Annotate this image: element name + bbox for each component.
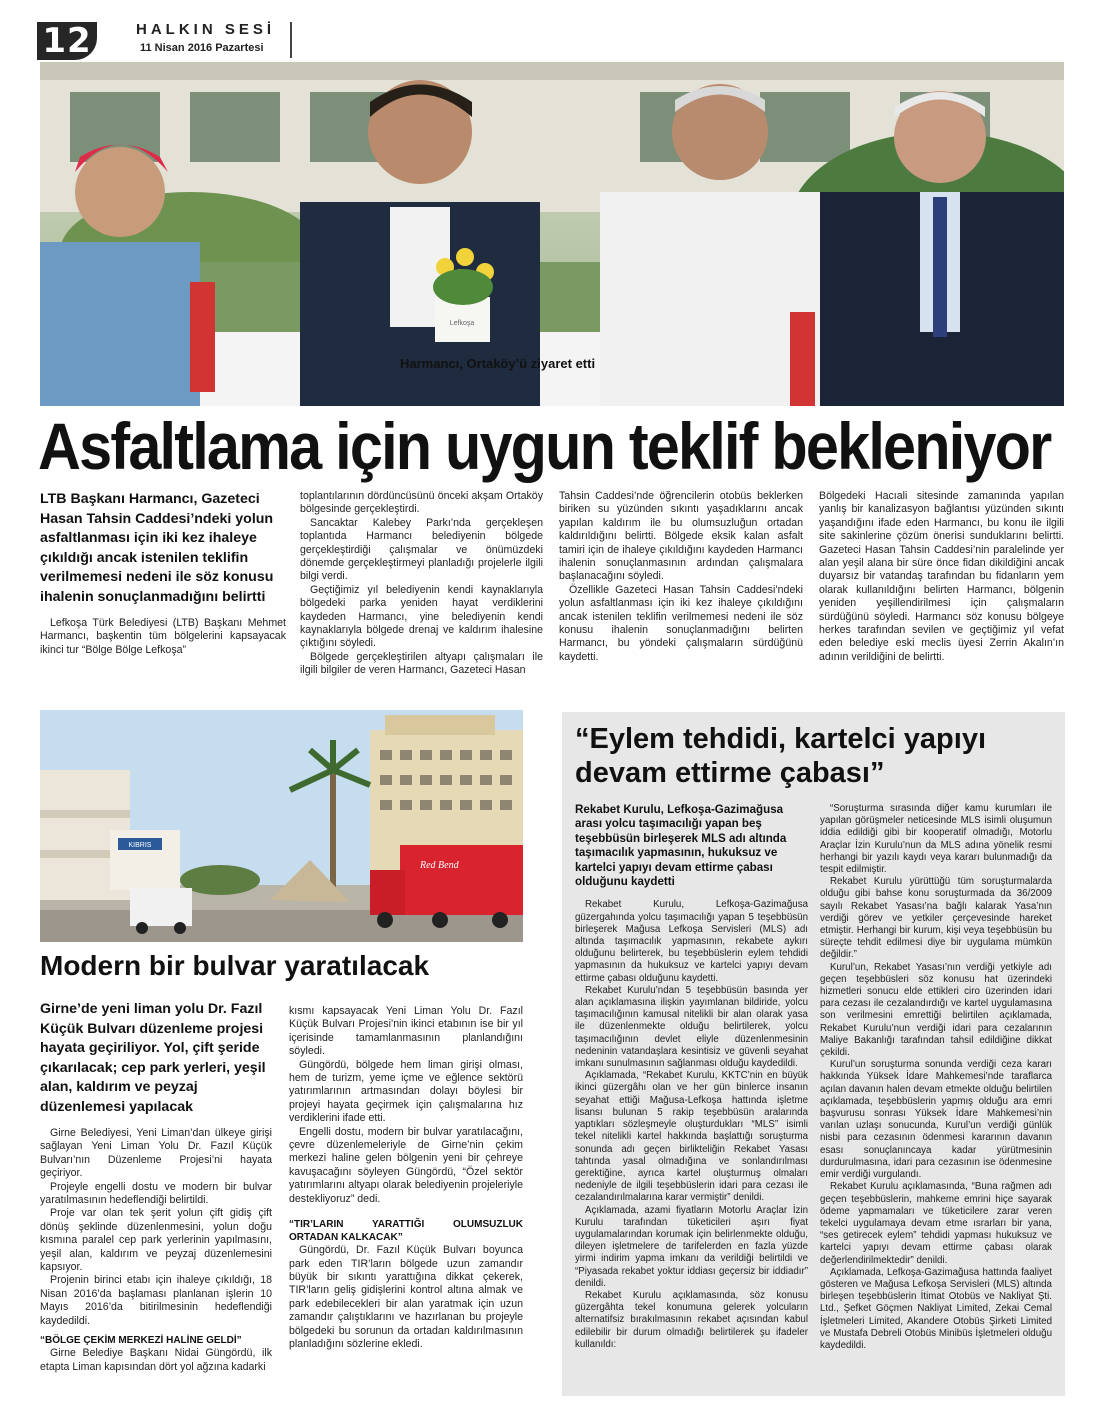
- eylem-col-1: [575, 803, 808, 1351]
- top-story-lead: LTB Başkanı Harmancı, Gazeteci Hasan Tahsin Caddesi’ndeki yolun asfaltlanması için iki kez ihaleye çıkıldığı ancak istenilen teklifin verilmemesi nedeni ile söz konusu ihalenin sonuçlanmadığını belirtti: [40, 491, 274, 605]
- bulvar-subhead-1: “BÖLGE ÇEKİM MERKEZİ HALİNE GELDİ”: [40, 1335, 242, 1347]
- top-story-col-1-text: [40, 617, 286, 657]
- paragraph: Kurul’un, Rekabet Yasası’nın verdiği yetkiyle adı geçen teşebbüsleri söz konusu hat üzerindeki hizmetleri sonucu elde ettikleri ciro üzerinden idari para cezası ile cezalandırdığı ve kartel uygulamasına son verilmesini emrettiği belirtilen açıklamada, Rekabet Kurulu’nun verdiği idari para cezalarının Maliye Bakanlığı tarafından tahsil edildiğine dikkat çekildi.: [820, 961, 1052, 1059]
- top-story-col-4: [819, 490, 1064, 664]
- paragraph: Bölgede gerçekleştirilen altyapı çalışmaları ile ilgili bilgiler de veren Harmancı, Gazeteci Hasan: [300, 650, 543, 677]
- kibris-sign-text: KIBRIS: [128, 842, 152, 849]
- page-number: 12: [37, 22, 97, 60]
- paragraph: Rekabet Kurulu açıklamasında, söz konusu güzergâhta tekel konumuna gelerek yolcuların alternatifsiz bırakılmasının rekabet açısından kabul edilebilir bir durum olmadığı belirtilerek şu ifadeler kullanıldı:: [575, 1289, 808, 1350]
- paragraph: Lefkoşa Türk Belediyesi (LTB) Başkanı Mehmet Harmancı, başkentin tüm bölgelerini kapsayacak ikinci tur “Bölge Bölge Lefkoşa”: [40, 617, 286, 656]
- paragraph: Rekabet Kurulu’ndan 5 teşebbüsün basında yer alan açıklamasına ilişkin yayımlanan bildiride, yolcu taşımacılığının kamusal nitelikli bir alan olarak yasa ile düzenlenmekte olduğu belirtilerek, yolcu taşımacılığının devlet eliyle düzenlenmesinin nedeninin vatandaşlara kesintisiz ve güvenli seyahat imkanı sunulmasının sağlanması olduğu kaydedildi.: [575, 984, 808, 1070]
- bulvar-subhead-2: “TIR’LARIN YARATTIĞI OLUMSUZLUK ORTADAN KALKACAK”: [289, 1219, 523, 1244]
- paragraph: Açıklamada, “Rekabet Kurulu, KKTC’nin en büyük ikinci güzergâhı olan ve her gün binlerce insanın seyahat ettiği Mağusa-Lefkoşa hattında işletme lisansı bulunan 5 rakip teşebbüsün aralarında yaptıkları sözleşmeyle oluşturdukları “MLS” isimli tekel nitelikli kartel hakkında başlattığı soruşturma sonunda adı geçen birlikteliğin Rekabet Yasası tahtında yasal olmadığına ve sonlandırılması gerektiğine, ayrıca kartel oluşturmuş olmaları nedeniyle de ilgili teşebbüslerin idari para cezası ile cezalandırılmalarına karar vermiştir” denildi.: [575, 1070, 808, 1204]
- top-photo-caption: Harmancı, Ortaköy’ü ziyaret etti: [400, 356, 596, 371]
- eylem-lead: Rekabet Kurulu, Lefkoşa-Gazimağusa arası yolcu taşımacılığı yapan beş teşebbüsün birleşerek MLS adı altında taşımacılık yapmasının, hukuksuz ve kartelci yapıyı devam ettirme çabası olduğunu kaydetti: [575, 803, 787, 889]
- paragraph: Bölgedeki Hacıali sitesinde zamanında yapılan yanlış bir kanalizasyon bağlantısı yüzünden sıkıntı yaşandığını ifade eden Harmancı, bu konu ile ilgili site sakinlerine çözüm önerisi sunduklarını belirtti. Gazeteci Hasan Tahsin Caddesi’nin paralelinde yer alan yeşil alana bir süre önce fidan dikildiğini ancak duyarsız bir vatandaş tarafından bu fidanların yem olarak kullanıldığını belirten Harmancı, bölgenin yeniden yeşillendirilmesi için çalışmaların sürdüğünü söyledi. Harmancı söz konusu bölgeye herkes tarafından sevilen ve geçtiğimiz yıl vefat eden belediye eski meclis üyesi Zerrin Akalın’ın adının verildiğini de belirtti.: [819, 490, 1064, 663]
- top-story-col-1: [40, 490, 286, 657]
- paragraph: Güngördü, Dr. Fazıl Küçük Bulvarı boyunca park eden TIR’ların bölgede uzun zamandır büyük bir sıkıntı yarattığına dikkat çekerek, TIR’ların geliş gidişlerini kontrol altına almak ve park edebilecekleri bir alan yaratmak için uzun zamandır çalıştıklarını ve hazırlanan bu projeyle bölgedeki bu sorunun da ortadan kaldırılmasının planladığını sözlerine ekledi.: [289, 1244, 523, 1350]
- meeting-photo-illustration: [40, 62, 1064, 406]
- paragraph: “Soruşturma sırasında diğer kamu kurumları ile yapılan görüşmeler neticesinde MLS isimli oluşumun iddia edildiği gibi bir kooperatif olmadığı, Motorlu Araçlar İzin Kurulu’nun da MLS adına yönelik resmi herhangi bir yazılı kaydı veya kararı bulunmadığı da tespit edilmiştir.: [820, 803, 1052, 876]
- top-story-col-3: [559, 490, 803, 664]
- issue-date: 11 Nisan 2016 Pazartesi: [140, 42, 264, 54]
- bulvar-col-1: [40, 1000, 272, 1374]
- paragraph: Geçtiğimiz yıl belediyenin kendi kaynaklarıyla bölgedeki parka yeniden hayat verdiklerini kaydeden Harmancı, yine belediyenin kendi kaynaklarıyla bölgede drenaj ve kaldırım ihalesine çıktığını söyledi.: [300, 583, 543, 650]
- truck-logo-text: Red Bend: [420, 860, 459, 871]
- eylem-col-1-text: [575, 899, 808, 1351]
- paragraph: Sancaktar Kalebey Parkı’nda gerçekleşen toplantıda Harmancı belediyenin bölgede gerçekleştirdiği çalışmalar ve önümüzdeki dönemde gerçekleştirmeyi planladığı projelerle ilgili bilgi verdi.: [300, 516, 543, 583]
- pot-sign-text: Lefkoşa: [449, 320, 475, 327]
- bulvar-lead: Girne’de yeni liman yolu Dr. Fazıl Küçük Bulvarı düzenleme projesi hayata geçiriliyor. Yol, çift şeride çıkarılacak; cep park yerleri, yeşil alan, kaldırım ve peyzaj düzenlemesi yapılacak: [40, 1001, 266, 1115]
- paragraph: Tahsin Caddesi’nde öğrencilerin otobüs beklerken biriken su yüzünden sıkıntı yaşadıklarını ancak yapılan kaldırım ile bu olumsuzluğun ortadan kaldırıldığını belirtti. Bölgede eksik kalan asfalt tamiri için de ihaleye çıkıldığını kaydeden Harmancı ihalenin sonuçlanmasının ardından çalışmalara başlanacağını söyledi.: [559, 490, 803, 583]
- bulvar-col-1-text: [40, 1127, 272, 1374]
- paragraph: toplantılarının dördüncüsünü önceki akşam Ortaköy bölgesinde gerçekleştirdi.: [300, 490, 543, 516]
- paragraph: Rekabet Kurulu açıklamasında, “Buna rağmen adı geçen teşebbüslerin, mahkeme emrini hiçe sayarak ödeme yapmamaları ve tüketicilere zarar veren tekelci uygulamaya devam etme ısrarları bir yana, “ses getirecek eylem” tehdidi yapması hukuksuz ve kartelci yapıyı devam ettirme çabası olarak değerlendirilmektedir” denildi.: [820, 1181, 1052, 1266]
- paragraph: Rekabet Kurulu, Lefkoşa-Gazimağusa güzergahında yolcu taşımacılığı yapan 5 teşebbüsün birleşerek Mağusa Lefkoşa Servisleri (MLS) adı altında taşımacılık yapmasının, rekabete aykırı olduğunu belirterek, bu teşebbüslerin eylem tehdidi yapmasının da hukuksuz ve kartelci yapıyı devam ettirme çabası olduğunu kaydetti.: [575, 899, 808, 984]
- paragraph: Engelli dostu, modern bir bulvar yaratılacağını, çevre düzenlemeleriyle de Girne’nin çekim merkezi haline gelen bölgenin yeni bir çehreye kavuşacağını söyleyen Güngördü, “Özel sektör yatırımlarını altyapı olarak belediyenin projeleriyle destekliyoruz” dedi.: [289, 1125, 523, 1205]
- paragraph: Girne Belediye Başkanı Nidai Güngördü, ilk etapta Liman kapısından dört yol ağzına kadarki: [40, 1347, 272, 1373]
- paragraph: Rekabet Kurulu yürüttüğü tüm soruşturmalarda olduğu gibi bahse konu soruşturmada da 36/2009 sayılı Rekabet Yasası’na bağlı kalarak Yasa’nın verdiği görev ve yetkiler çerçevesinde hareket etmiştir. Herhangi bir kurum, kişi veya teşebbüsün bu süreçte tehdit edilmesi diye bir uygulama mümkün değildir.”: [820, 876, 1052, 961]
- top-story-col-2: [300, 490, 543, 678]
- paragraph: Girne Belediyesi, Yeni Liman’dan ülkeye girişi sağlayan Yeni Liman Yolu Dr. Fazıl Küçük Bulvarı’nın Düzenleme Projesi’ni hayata geçiriyor.: [40, 1127, 272, 1180]
- paragraph: Projeyle engelli dostu ve modern bir bulvar yaratılmasının hedeflendiği belirtildi.: [40, 1180, 272, 1207]
- paragraph: Açıklamada, azami fiyatların Motorlu Araçlar İzin Kurulu tarafından tüketicileri aşırı fiyat uygulamalarından korumak için belirlenmekte olduğu, dileyen işletmelere de tarifelerden en fazla yüzde yirmi indirim yapma imkanı da verildiği belirtildi ve “Piyasada rekabet yoktur iddiası geçersiz bir iddiadır” denildi.: [575, 1204, 808, 1289]
- paragraph: Kurul’un soruşturma sonunda verdiği ceza kararı hakkında Yüksek İdare Mahkemesi’nde taraflarca açılan davanın halen devam etmekte olduğu belirtilen açıklamada, teşebbüslerin yapmış olduğu ara emri başvurusu sonrası Yüksek İdare Mahkemesi’nin varılan uzlaşı sonucunda, Kurul’un verdiği günlük nisbi para cezasının ödenmesi kararının davanın esası sonuçlanıncaya kadar yürütmesinin durdurulmasına, idari para cezasının ise ödenmesine emir verdiği vurgulandı.: [820, 1059, 1052, 1181]
- paragraph: Özellikle Gazeteci Hasan Tahsin Caddesi’ndeki yolun asfaltlanması için iki kez ihaleye çıkıldığını ancak istenilen teklifin verilmemesi nedeni ile söz konusu ihalenin sonuçlanmadığını belirten Harmancı, bu yöndeki çalışmaların sürdüğünü kaydetti.: [559, 583, 803, 663]
- paragraph: Açıklamada, Lefkoşa-Gazimağusa hattında faaliyet gösteren ve Mağusa Lefkoşa Servisleri (MLS) altında birleşen teşebbüslerin İtimat Otobüs ve Nakliyat Şti. Ltd., Şefket Göçmen Nakliyat Limited, Zekai Cemal İşletmeleri Limited, Akandere Otobüs Şirketi Limited ve Mustafa Debreli Otobüs Minibüs İşletmeleri olduğu kaydedildi.: [820, 1266, 1052, 1351]
- bulvar-col-2: [289, 1005, 523, 1351]
- header-divider: [290, 22, 292, 58]
- boulevard-photo-illustration: [40, 710, 523, 942]
- bulvar-headline: Modern bir bulvar yaratılacak: [40, 950, 430, 981]
- paragraph: kısmı kapsayacak Yeni Liman Yolu Dr. Fazıl Küçük Bulvarı Projesi’nin ikinci etabının ise bir yıl içerisinde tamamlanmasının planlandığını söyledi.: [289, 1005, 523, 1058]
- eylem-headline: “Eylem tehdidi, kartelci yapıyı devam ettirme çabası”: [575, 723, 986, 789]
- bulvar-photo: [40, 710, 523, 942]
- paragraph: Projenin birinci etabı için ihaleye çıkıldığı, 18 Nisan 2016’da başlaması planlanan işlerin 10 Mayıs 2016’da bitirilmesinin hedeflendiği kaydedildi.: [40, 1274, 272, 1327]
- top-photo: [40, 62, 1064, 406]
- paragraph: Güngördü, bölgede hem liman girişi olması, hem de turizm, yeme içme ve eğlence sektörü yatırımlarının artmasından dolayı böylesi bir projeyi hayata geçirmek için çalışmalarına hız verdiklerini ifade etti.: [289, 1058, 523, 1125]
- main-headline: Asfaltlama için uygun teklif bekleniyor: [38, 409, 1051, 483]
- eylem-col-2: [820, 803, 1052, 1352]
- paragraph: Proje var olan tek şerit yolun çift gidiş çift dönüş şeklinde düzenlenmesini, yolun doğu kısmına paralel cep park yerlerinin yapılmasını, yeşil alan, kaldırım ve peyzaj düzenlemesini kapsıyor.: [40, 1207, 272, 1274]
- newspaper-name: HALKIN SESİ: [136, 21, 276, 38]
